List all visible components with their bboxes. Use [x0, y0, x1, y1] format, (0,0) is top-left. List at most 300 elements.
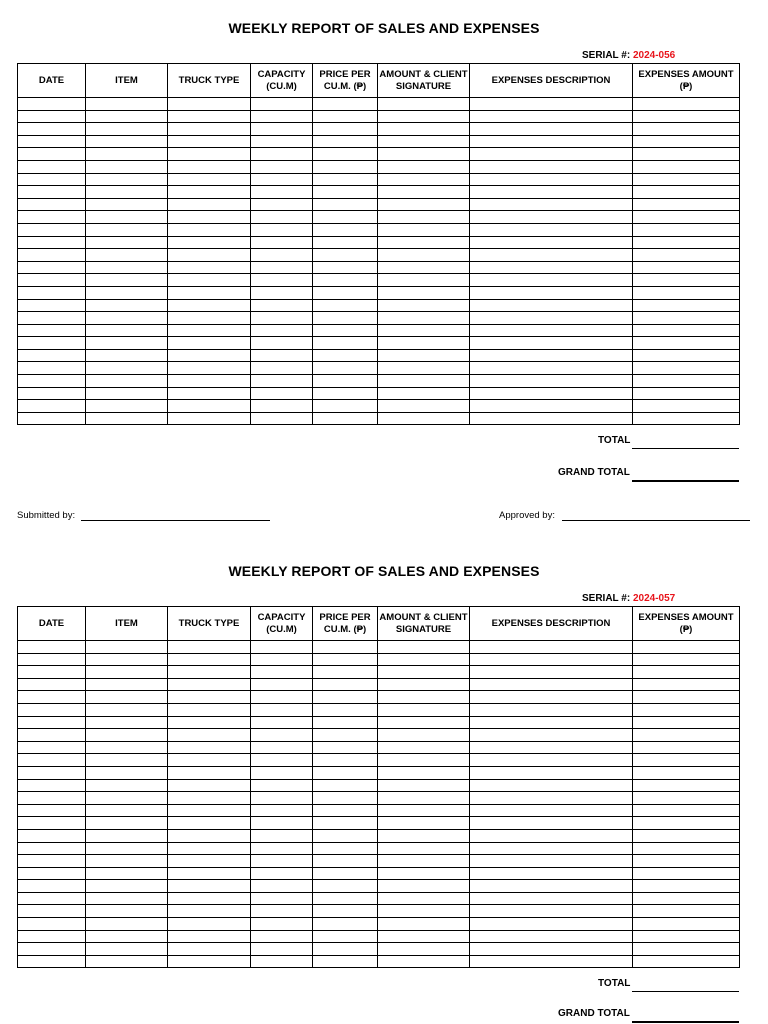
- table-cell[interactable]: [313, 855, 378, 868]
- table-cell[interactable]: [633, 135, 740, 148]
- table-cell[interactable]: [378, 223, 470, 236]
- table-cell[interactable]: [86, 716, 168, 729]
- table-cell[interactable]: [251, 223, 313, 236]
- table-cell[interactable]: [168, 829, 251, 842]
- table-cell[interactable]: [378, 299, 470, 312]
- table-cell[interactable]: [86, 955, 168, 968]
- table-cell[interactable]: [18, 829, 86, 842]
- table-cell[interactable]: [251, 362, 313, 375]
- table-cell[interactable]: [313, 729, 378, 742]
- table-cell[interactable]: [18, 362, 86, 375]
- table-cell[interactable]: [378, 286, 470, 299]
- table-cell[interactable]: [313, 792, 378, 805]
- total-line[interactable]: [632, 980, 739, 992]
- table-cell[interactable]: [378, 337, 470, 350]
- table-cell[interactable]: [378, 741, 470, 754]
- table-cell[interactable]: [633, 110, 740, 123]
- table-cell[interactable]: [633, 387, 740, 400]
- table-cell[interactable]: [313, 867, 378, 880]
- table-cell[interactable]: [313, 236, 378, 249]
- table-cell[interactable]: [378, 930, 470, 943]
- table-cell[interactable]: [470, 829, 633, 842]
- table-cell[interactable]: [251, 829, 313, 842]
- table-cell[interactable]: [470, 703, 633, 716]
- table-cell[interactable]: [18, 387, 86, 400]
- table-cell[interactable]: [86, 754, 168, 767]
- table-cell[interactable]: [18, 400, 86, 413]
- table-cell[interactable]: [168, 880, 251, 893]
- table-cell[interactable]: [86, 930, 168, 943]
- table-cell[interactable]: [18, 286, 86, 299]
- table-cell[interactable]: [251, 173, 313, 186]
- table-cell[interactable]: [168, 400, 251, 413]
- table-cell[interactable]: [86, 286, 168, 299]
- table-cell[interactable]: [470, 842, 633, 855]
- table-cell[interactable]: [18, 880, 86, 893]
- table-cell[interactable]: [251, 703, 313, 716]
- table-cell[interactable]: [633, 918, 740, 931]
- table-cell[interactable]: [313, 678, 378, 691]
- table-cell[interactable]: [633, 666, 740, 679]
- table-cell[interactable]: [313, 842, 378, 855]
- table-cell[interactable]: [251, 653, 313, 666]
- table-cell[interactable]: [18, 905, 86, 918]
- table-cell[interactable]: [378, 198, 470, 211]
- table-cell[interactable]: [633, 198, 740, 211]
- table-cell[interactable]: [470, 186, 633, 199]
- table-cell[interactable]: [168, 666, 251, 679]
- table-cell[interactable]: [18, 211, 86, 224]
- table-cell[interactable]: [251, 249, 313, 262]
- table-cell[interactable]: [633, 148, 740, 161]
- table-cell[interactable]: [18, 754, 86, 767]
- table-cell[interactable]: [470, 110, 633, 123]
- table-cell[interactable]: [633, 349, 740, 362]
- table-cell[interactable]: [378, 324, 470, 337]
- table-cell[interactable]: [378, 955, 470, 968]
- table-cell[interactable]: [633, 236, 740, 249]
- table-cell[interactable]: [86, 135, 168, 148]
- table-cell[interactable]: [251, 274, 313, 287]
- table-cell[interactable]: [633, 211, 740, 224]
- table-cell[interactable]: [251, 349, 313, 362]
- table-cell[interactable]: [18, 135, 86, 148]
- table-cell[interactable]: [313, 223, 378, 236]
- table-cell[interactable]: [86, 400, 168, 413]
- table-cell[interactable]: [18, 766, 86, 779]
- table-cell[interactable]: [633, 716, 740, 729]
- table-cell[interactable]: [18, 274, 86, 287]
- table-cell[interactable]: [378, 855, 470, 868]
- table-cell[interactable]: [251, 930, 313, 943]
- table-cell[interactable]: [168, 766, 251, 779]
- table-cell[interactable]: [251, 387, 313, 400]
- table-cell[interactable]: [633, 829, 740, 842]
- table-cell[interactable]: [86, 880, 168, 893]
- table-cell[interactable]: [378, 729, 470, 742]
- table-cell[interactable]: [470, 211, 633, 224]
- table-cell[interactable]: [313, 198, 378, 211]
- table-cell[interactable]: [18, 867, 86, 880]
- table-cell[interactable]: [86, 412, 168, 425]
- table-cell[interactable]: [168, 387, 251, 400]
- table-cell[interactable]: [251, 135, 313, 148]
- table-cell[interactable]: [18, 337, 86, 350]
- table-cell[interactable]: [378, 766, 470, 779]
- table-cell[interactable]: [470, 274, 633, 287]
- table-cell[interactable]: [313, 324, 378, 337]
- table-cell[interactable]: [251, 110, 313, 123]
- table-cell[interactable]: [470, 653, 633, 666]
- table-cell[interactable]: [251, 198, 313, 211]
- table-cell[interactable]: [168, 741, 251, 754]
- table-cell[interactable]: [86, 792, 168, 805]
- table-cell[interactable]: [168, 173, 251, 186]
- table-cell[interactable]: [168, 135, 251, 148]
- table-cell[interactable]: [470, 286, 633, 299]
- table-cell[interactable]: [168, 867, 251, 880]
- table-cell[interactable]: [378, 691, 470, 704]
- table-cell[interactable]: [86, 337, 168, 350]
- table-cell[interactable]: [378, 666, 470, 679]
- table-cell[interactable]: [633, 943, 740, 956]
- table-cell[interactable]: [313, 173, 378, 186]
- table-cell[interactable]: [168, 653, 251, 666]
- table-cell[interactable]: [313, 703, 378, 716]
- table-cell[interactable]: [86, 741, 168, 754]
- table-cell[interactable]: [378, 135, 470, 148]
- table-cell[interactable]: [18, 98, 86, 111]
- table-cell[interactable]: [168, 160, 251, 173]
- table-cell[interactable]: [251, 98, 313, 111]
- table-cell[interactable]: [18, 375, 86, 388]
- table-cell[interactable]: [168, 312, 251, 325]
- table-cell[interactable]: [168, 98, 251, 111]
- table-cell[interactable]: [313, 123, 378, 136]
- table-cell[interactable]: [633, 678, 740, 691]
- table-cell[interactable]: [251, 792, 313, 805]
- table-cell[interactable]: [470, 754, 633, 767]
- table-cell[interactable]: [251, 299, 313, 312]
- table-cell[interactable]: [378, 312, 470, 325]
- table-cell[interactable]: [18, 892, 86, 905]
- table-cell[interactable]: [313, 930, 378, 943]
- table-cell[interactable]: [470, 236, 633, 249]
- table-cell[interactable]: [378, 412, 470, 425]
- table-cell[interactable]: [168, 691, 251, 704]
- table-cell[interactable]: [470, 123, 633, 136]
- grand-total-line[interactable]: [632, 1010, 739, 1023]
- table-cell[interactable]: [633, 400, 740, 413]
- table-cell[interactable]: [251, 716, 313, 729]
- table-cell[interactable]: [313, 804, 378, 817]
- table-cell[interactable]: [633, 324, 740, 337]
- table-cell[interactable]: [470, 880, 633, 893]
- table-cell[interactable]: [86, 98, 168, 111]
- table-cell[interactable]: [168, 905, 251, 918]
- table-cell[interactable]: [470, 362, 633, 375]
- table-cell[interactable]: [633, 691, 740, 704]
- table-cell[interactable]: [378, 110, 470, 123]
- table-cell[interactable]: [470, 412, 633, 425]
- table-cell[interactable]: [313, 375, 378, 388]
- table-cell[interactable]: [470, 955, 633, 968]
- table-cell[interactable]: [251, 641, 313, 654]
- table-cell[interactable]: [18, 666, 86, 679]
- table-cell[interactable]: [18, 412, 86, 425]
- table-cell[interactable]: [251, 817, 313, 830]
- table-cell[interactable]: [470, 160, 633, 173]
- table-cell[interactable]: [313, 186, 378, 199]
- table-cell[interactable]: [251, 905, 313, 918]
- table-cell[interactable]: [313, 955, 378, 968]
- total-line[interactable]: [632, 437, 739, 449]
- table-cell[interactable]: [378, 387, 470, 400]
- table-cell[interactable]: [313, 274, 378, 287]
- table-cell[interactable]: [18, 123, 86, 136]
- table-cell[interactable]: [470, 930, 633, 943]
- table-cell[interactable]: [313, 110, 378, 123]
- table-cell[interactable]: [18, 349, 86, 362]
- table-cell[interactable]: [633, 817, 740, 830]
- table-cell[interactable]: [86, 691, 168, 704]
- table-cell[interactable]: [633, 362, 740, 375]
- table-cell[interactable]: [18, 641, 86, 654]
- table-cell[interactable]: [378, 236, 470, 249]
- table-cell[interactable]: [168, 892, 251, 905]
- table-cell[interactable]: [313, 905, 378, 918]
- table-cell[interactable]: [378, 918, 470, 931]
- table-cell[interactable]: [313, 754, 378, 767]
- table-cell[interactable]: [313, 829, 378, 842]
- table-cell[interactable]: [86, 867, 168, 880]
- table-cell[interactable]: [18, 312, 86, 325]
- table-cell[interactable]: [86, 375, 168, 388]
- table-cell[interactable]: [470, 792, 633, 805]
- table-cell[interactable]: [378, 211, 470, 224]
- table-cell[interactable]: [633, 703, 740, 716]
- table-cell[interactable]: [168, 148, 251, 161]
- table-cell[interactable]: [86, 349, 168, 362]
- table-cell[interactable]: [378, 754, 470, 767]
- table-cell[interactable]: [378, 829, 470, 842]
- table-cell[interactable]: [470, 817, 633, 830]
- table-cell[interactable]: [86, 678, 168, 691]
- table-cell[interactable]: [86, 198, 168, 211]
- table-cell[interactable]: [313, 286, 378, 299]
- table-cell[interactable]: [251, 400, 313, 413]
- table-cell[interactable]: [633, 274, 740, 287]
- table-cell[interactable]: [633, 261, 740, 274]
- table-cell[interactable]: [251, 955, 313, 968]
- table-cell[interactable]: [18, 186, 86, 199]
- table-cell[interactable]: [470, 741, 633, 754]
- table-cell[interactable]: [633, 804, 740, 817]
- table-cell[interactable]: [168, 375, 251, 388]
- table-cell[interactable]: [470, 716, 633, 729]
- table-cell[interactable]: [18, 110, 86, 123]
- table-cell[interactable]: [313, 880, 378, 893]
- table-cell[interactable]: [251, 678, 313, 691]
- table-cell[interactable]: [313, 160, 378, 173]
- table-cell[interactable]: [86, 829, 168, 842]
- table-cell[interactable]: [18, 741, 86, 754]
- table-cell[interactable]: [168, 349, 251, 362]
- table-cell[interactable]: [470, 198, 633, 211]
- table-cell[interactable]: [313, 666, 378, 679]
- table-cell[interactable]: [470, 943, 633, 956]
- table-cell[interactable]: [168, 943, 251, 956]
- table-cell[interactable]: [378, 943, 470, 956]
- table-cell[interactable]: [251, 324, 313, 337]
- table-cell[interactable]: [18, 299, 86, 312]
- table-cell[interactable]: [18, 678, 86, 691]
- table-cell[interactable]: [251, 943, 313, 956]
- table-cell[interactable]: [313, 349, 378, 362]
- table-cell[interactable]: [633, 792, 740, 805]
- table-cell[interactable]: [313, 211, 378, 224]
- table-cell[interactable]: [470, 766, 633, 779]
- table-cell[interactable]: [378, 716, 470, 729]
- table-cell[interactable]: [470, 779, 633, 792]
- table-cell[interactable]: [378, 678, 470, 691]
- table-cell[interactable]: [251, 160, 313, 173]
- table-cell[interactable]: [251, 842, 313, 855]
- table-cell[interactable]: [18, 817, 86, 830]
- table-cell[interactable]: [633, 653, 740, 666]
- table-cell[interactable]: [86, 804, 168, 817]
- table-cell[interactable]: [168, 804, 251, 817]
- table-cell[interactable]: [470, 249, 633, 262]
- table-cell[interactable]: [168, 678, 251, 691]
- table-cell[interactable]: [313, 148, 378, 161]
- table-cell[interactable]: [470, 855, 633, 868]
- submitted-by-line[interactable]: [81, 509, 270, 521]
- table-cell[interactable]: [313, 892, 378, 905]
- table-cell[interactable]: [18, 792, 86, 805]
- table-cell[interactable]: [168, 324, 251, 337]
- table-cell[interactable]: [86, 223, 168, 236]
- table-cell[interactable]: [633, 955, 740, 968]
- table-cell[interactable]: [378, 779, 470, 792]
- table-cell[interactable]: [18, 703, 86, 716]
- table-cell[interactable]: [313, 918, 378, 931]
- table-cell[interactable]: [633, 880, 740, 893]
- table-cell[interactable]: [313, 943, 378, 956]
- table-cell[interactable]: [86, 842, 168, 855]
- table-cell[interactable]: [86, 666, 168, 679]
- table-cell[interactable]: [470, 98, 633, 111]
- table-cell[interactable]: [470, 867, 633, 880]
- table-cell[interactable]: [313, 691, 378, 704]
- table-cell[interactable]: [313, 641, 378, 654]
- table-cell[interactable]: [86, 855, 168, 868]
- table-cell[interactable]: [313, 387, 378, 400]
- table-cell[interactable]: [86, 766, 168, 779]
- table-cell[interactable]: [378, 173, 470, 186]
- table-cell[interactable]: [633, 299, 740, 312]
- table-cell[interactable]: [378, 98, 470, 111]
- table-cell[interactable]: [168, 110, 251, 123]
- table-cell[interactable]: [86, 703, 168, 716]
- table-cell[interactable]: [251, 261, 313, 274]
- table-cell[interactable]: [313, 817, 378, 830]
- table-cell[interactable]: [378, 867, 470, 880]
- table-cell[interactable]: [18, 249, 86, 262]
- table-cell[interactable]: [633, 286, 740, 299]
- table-cell[interactable]: [633, 249, 740, 262]
- table-cell[interactable]: [168, 211, 251, 224]
- table-cell[interactable]: [86, 312, 168, 325]
- table-cell[interactable]: [470, 892, 633, 905]
- table-cell[interactable]: [378, 880, 470, 893]
- table-cell[interactable]: [633, 892, 740, 905]
- table-cell[interactable]: [313, 261, 378, 274]
- table-cell[interactable]: [378, 817, 470, 830]
- table-cell[interactable]: [251, 666, 313, 679]
- table-cell[interactable]: [633, 754, 740, 767]
- table-cell[interactable]: [168, 703, 251, 716]
- table-cell[interactable]: [633, 729, 740, 742]
- table-cell[interactable]: [470, 148, 633, 161]
- table-cell[interactable]: [378, 349, 470, 362]
- table-cell[interactable]: [633, 641, 740, 654]
- table-cell[interactable]: [470, 387, 633, 400]
- table-cell[interactable]: [18, 653, 86, 666]
- table-cell[interactable]: [470, 324, 633, 337]
- table-cell[interactable]: [470, 349, 633, 362]
- table-cell[interactable]: [313, 779, 378, 792]
- table-cell[interactable]: [633, 741, 740, 754]
- table-cell[interactable]: [378, 641, 470, 654]
- table-cell[interactable]: [168, 362, 251, 375]
- table-cell[interactable]: [378, 375, 470, 388]
- table-cell[interactable]: [470, 729, 633, 742]
- table-cell[interactable]: [470, 666, 633, 679]
- table-cell[interactable]: [378, 274, 470, 287]
- table-cell[interactable]: [251, 375, 313, 388]
- table-cell[interactable]: [378, 148, 470, 161]
- table-cell[interactable]: [378, 905, 470, 918]
- table-cell[interactable]: [18, 842, 86, 855]
- table-cell[interactable]: [378, 804, 470, 817]
- table-cell[interactable]: [86, 324, 168, 337]
- table-cell[interactable]: [86, 387, 168, 400]
- table-cell[interactable]: [251, 337, 313, 350]
- table-cell[interactable]: [313, 312, 378, 325]
- table-cell[interactable]: [251, 186, 313, 199]
- table-cell[interactable]: [86, 186, 168, 199]
- table-cell[interactable]: [18, 198, 86, 211]
- table-cell[interactable]: [18, 855, 86, 868]
- table-cell[interactable]: [251, 867, 313, 880]
- table-cell[interactable]: [168, 198, 251, 211]
- table-cell[interactable]: [378, 400, 470, 413]
- table-cell[interactable]: [86, 236, 168, 249]
- table-cell[interactable]: [168, 641, 251, 654]
- table-cell[interactable]: [86, 653, 168, 666]
- table-cell[interactable]: [313, 412, 378, 425]
- table-cell[interactable]: [18, 729, 86, 742]
- table-cell[interactable]: [251, 779, 313, 792]
- table-cell[interactable]: [168, 842, 251, 855]
- table-cell[interactable]: [470, 261, 633, 274]
- table-cell[interactable]: [86, 211, 168, 224]
- table-cell[interactable]: [86, 274, 168, 287]
- table-cell[interactable]: [378, 653, 470, 666]
- table-cell[interactable]: [86, 249, 168, 262]
- table-cell[interactable]: [168, 779, 251, 792]
